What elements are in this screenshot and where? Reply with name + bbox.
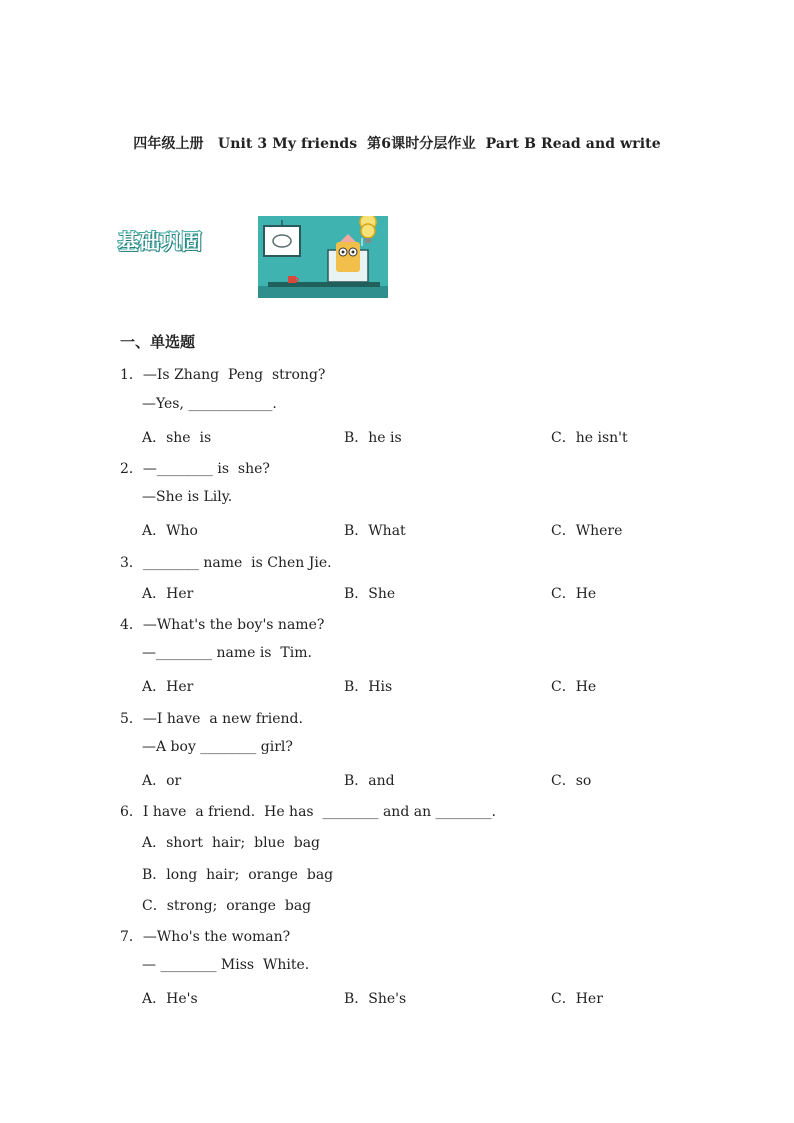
classroom-illustration xyxy=(258,216,388,298)
option-b[interactable]: B．His xyxy=(344,679,393,695)
option-b[interactable]: B．and xyxy=(344,773,395,789)
option-c[interactable]: C．he isn't xyxy=(551,430,628,446)
option-a[interactable]: A．she is xyxy=(142,430,212,446)
option-b[interactable]: B．She xyxy=(344,586,396,602)
option-a[interactable]: A．Her xyxy=(142,586,194,602)
option-c[interactable]: C．He xyxy=(551,586,597,602)
question-response: —Yes, ____________. xyxy=(142,396,277,412)
question-stem: 2．—________ is she? xyxy=(120,461,270,477)
option-b[interactable]: B．he is xyxy=(344,430,402,446)
option-b[interactable]: B．She's xyxy=(344,991,407,1007)
option-b[interactable]: B．What xyxy=(344,523,406,539)
option-a[interactable]: A．short hair; blue bag xyxy=(142,835,321,851)
question-response: —________ name is Tim. xyxy=(142,645,312,661)
page-title: 四年级上册 Unit 3 My friends 第6课时分层作业 Part B Read and write xyxy=(133,136,661,152)
option-b[interactable]: B．long hair; orange bag xyxy=(142,867,334,883)
question-response: —She is Lily. xyxy=(142,489,233,505)
option-c[interactable]: C．strong; orange bag xyxy=(142,898,312,914)
badge-label: 基础巩固 xyxy=(118,230,202,254)
option-c[interactable]: C．Her xyxy=(551,991,603,1007)
question-response: — ________ Miss White. xyxy=(142,957,310,973)
option-a[interactable]: A．or xyxy=(142,773,182,789)
question-stem: 5．—I have a new friend. xyxy=(120,711,303,727)
question-stem: 1．—Is Zhang Peng strong? xyxy=(120,367,326,383)
option-a[interactable]: A．Who xyxy=(142,523,198,539)
question-stem: 4．—What's the boy's name? xyxy=(120,617,325,633)
option-c[interactable]: C．so xyxy=(551,773,592,789)
question-stem: 3．________ name is Chen Jie. xyxy=(120,555,332,571)
option-c[interactable]: C．Where xyxy=(551,523,623,539)
question-response: —A boy ________ girl? xyxy=(142,739,293,755)
teacher-at-board-icon xyxy=(258,216,388,298)
question-stem: 7．—Who's the woman? xyxy=(120,929,291,945)
option-c[interactable]: C．He xyxy=(551,679,597,695)
option-a[interactable]: A．Her xyxy=(142,679,194,695)
section-heading: 一、单选题 xyxy=(120,333,196,351)
section-badge xyxy=(118,226,218,254)
question-stem: 6．I have a friend. He has ________ and an ________. xyxy=(120,804,496,820)
option-a[interactable]: A．He's xyxy=(142,991,198,1007)
